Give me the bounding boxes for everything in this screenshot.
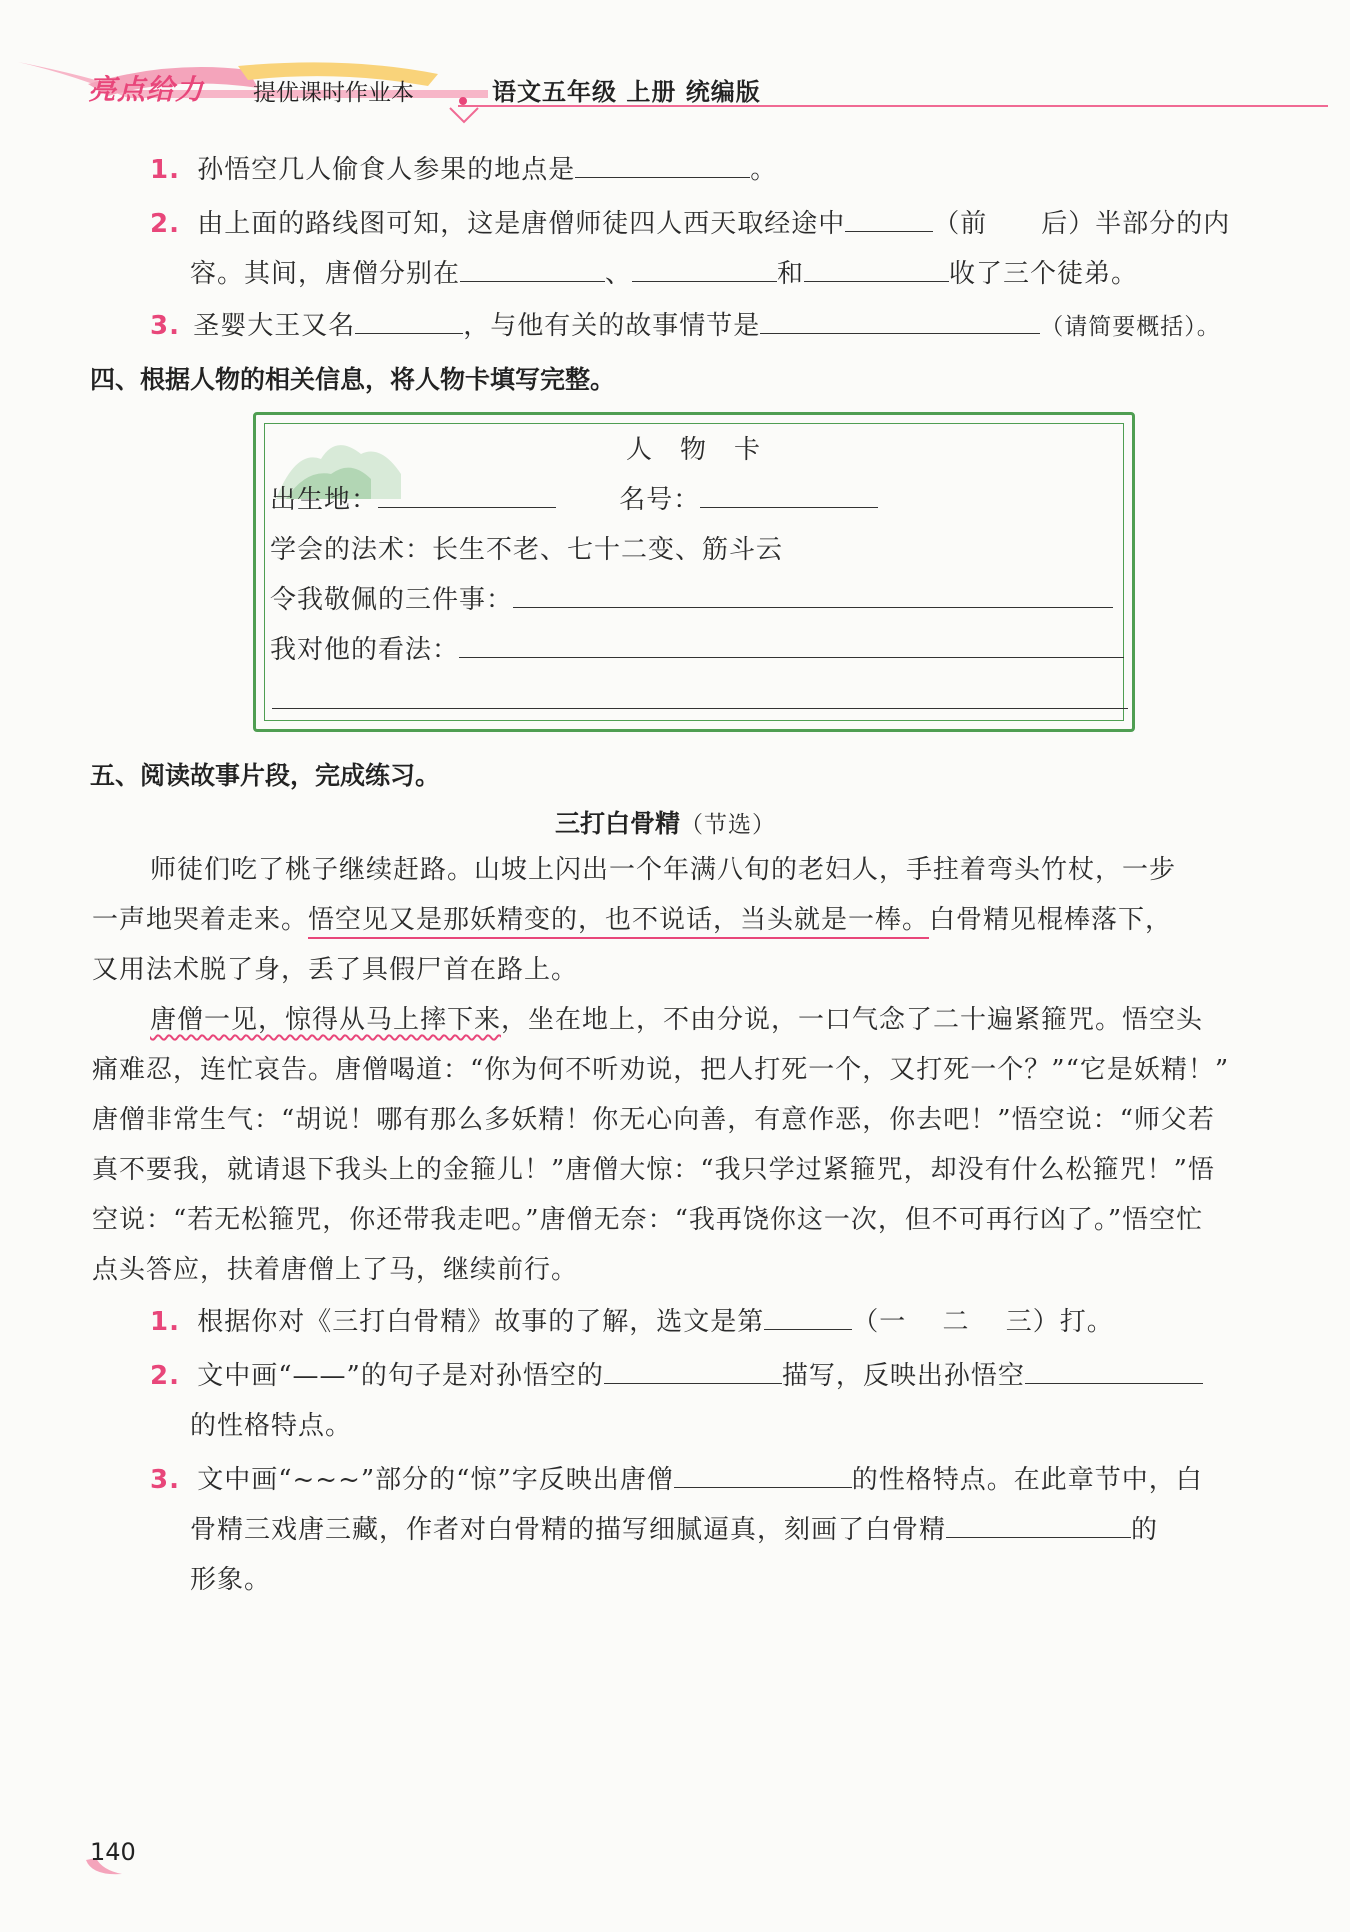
question-number: 2.	[150, 209, 180, 239]
admire-label: 令我敬佩的三件事：	[270, 585, 514, 615]
question-text: 根据你对《三打白骨精》故事的了解，选文是第	[197, 1307, 765, 1337]
answer-blank[interactable]	[632, 259, 777, 282]
story-title: 三打白骨精	[555, 809, 681, 838]
question-text: 、	[605, 259, 633, 289]
birthplace-label: 出生地：	[270, 485, 379, 515]
story-title-row	[555, 804, 776, 840]
story-line	[92, 904, 1172, 936]
card-row-birthplace	[270, 484, 878, 516]
question-text: （一 二 三）打。	[852, 1307, 1114, 1337]
answer-blank[interactable]	[1025, 1361, 1203, 1384]
card-row-opinion	[270, 634, 1124, 666]
question-text: （前 后）半部分的内	[933, 209, 1231, 239]
question-number: 3.	[150, 311, 180, 341]
underlined-sentence: 悟空见又是那妖精变的，也不说话，当头就是一棒。	[308, 905, 929, 939]
story-line: 真不要我，就请退下我头上的金箍儿！”唐僧大惊：“我只学过紧箍咒，却没有什么松箍咒！”悟	[92, 1155, 1215, 1185]
question-5-3	[150, 1464, 1203, 1496]
question-text: 描写，反映出孙悟空	[781, 1361, 1025, 1391]
answer-blank[interactable]	[674, 1465, 852, 1488]
story-text: ，坐在地上，不由分说，一口气念了二十遍紧箍咒。悟空头	[501, 1005, 1204, 1035]
question-text: 的	[1131, 1515, 1159, 1545]
story-line: 又用法术脱了身，丢了具假尸首在路上。	[92, 955, 579, 985]
wavy-underlined-phrase: 唐僧一见，惊得从马上摔下来	[150, 1005, 502, 1035]
question-3-1	[150, 154, 777, 186]
question-3-2-line1	[150, 208, 1230, 240]
question-text: 圣婴大王又名	[193, 311, 356, 341]
section-5-heading: 五、阅读故事片段，完成练习。	[90, 761, 441, 790]
opinion-blank-line2[interactable]	[272, 708, 1128, 709]
answer-blank[interactable]	[575, 155, 750, 178]
question-text: 文中画“——”的句子是对孙悟空的	[197, 1361, 604, 1391]
story-line: 痛难忍，连忙哀告。唐僧喝道：“你为何不听劝说，把人打死一个，又打死一个？”“它是妖精！”	[92, 1055, 1230, 1085]
opinion-label: 我对他的看法：	[270, 635, 460, 665]
question-number: 1.	[150, 1307, 180, 1337]
title-blank[interactable]	[700, 485, 878, 508]
question-text: 和	[777, 259, 805, 289]
story-line: 点头答应，扶着唐僧上了马，继续前行。	[92, 1255, 579, 1285]
answer-blank[interactable]	[845, 209, 933, 232]
question-5-2	[150, 1360, 1203, 1392]
question-number: 2.	[150, 1361, 180, 1391]
question-5-3-line2	[190, 1514, 1158, 1546]
story-line: 唐僧非常生气：“胡说！哪有那么多妖精！你无心向善，有意作恶，你去吧！”悟空说：“师父若	[92, 1105, 1215, 1135]
header-book-info: 语文五年级 上册 统编版	[492, 78, 761, 106]
question-5-3-line3: 形象。	[190, 1565, 272, 1595]
question-text: ，与他有关的故事情节是	[463, 311, 761, 341]
answer-blank[interactable]	[760, 311, 1040, 334]
story-line	[150, 1004, 1203, 1036]
answer-blank[interactable]	[460, 259, 605, 282]
question-text: 的性格特点。在此章节中，白	[851, 1465, 1203, 1495]
question-text: 孙悟空几人偷食人参果的地点是	[197, 155, 576, 185]
question-text: 容。其间，唐僧分别在	[190, 259, 461, 289]
question-text: （请简要概括）。	[1040, 314, 1221, 340]
card-skills: 学会的法术：长生不老、七十二变、筋斗云	[270, 535, 784, 565]
birthplace-blank[interactable]	[378, 485, 556, 508]
card-title: 人 物 卡	[626, 435, 762, 465]
story-text: 一声地哭着走来。	[92, 905, 309, 935]
story-line: 师徒们吃了桃子继续赶路。山坡上闪出一个年满八旬的老妇人，手拄着弯头竹杖，一步	[150, 855, 1177, 885]
question-5-2-line2: 的性格特点。	[190, 1411, 353, 1441]
page-number: 140	[90, 1838, 136, 1866]
card-row-admire	[270, 584, 1113, 616]
question-3-2-line2	[190, 258, 1138, 290]
question-text: 。	[750, 155, 778, 185]
question-number: 3.	[150, 1465, 180, 1495]
question-5-1	[150, 1306, 1114, 1338]
admire-blank[interactable]	[513, 585, 1113, 608]
opinion-blank[interactable]	[459, 635, 1124, 658]
story-text: 白骨精见棍棒落下，	[929, 905, 1173, 935]
answer-blank[interactable]	[604, 1361, 782, 1384]
question-number: 1.	[150, 155, 180, 185]
title-label: 名号：	[619, 485, 701, 515]
question-text: 文中画“~~~”部分的“惊”字反映出唐僧	[197, 1465, 674, 1495]
question-3-3	[150, 310, 1221, 343]
question-text: 由上面的路线图可知，这是唐僧师徒四人西天取经途中	[197, 209, 846, 239]
answer-blank[interactable]	[355, 311, 463, 334]
section-4-heading: 四、根据人物的相关信息，将人物卡填写完整。	[90, 365, 616, 394]
question-text: 收了三个徒弟。	[949, 259, 1139, 289]
header-subtitle: 提优课时作业本	[253, 80, 414, 106]
header-logo: 亮点给力	[88, 73, 205, 106]
answer-blank[interactable]	[946, 1515, 1131, 1538]
answer-blank[interactable]	[804, 259, 949, 282]
question-text: 骨精三戏唐三藏，作者对白骨精的描写细腻逼真，刻画了白骨精	[190, 1515, 947, 1545]
answer-blank[interactable]	[764, 1307, 852, 1330]
story-line: 空说：“若无松箍咒，你还带我走吧。”唐僧无奈：“我再饶你这一次，但不可再行凶了。”悟空忙	[92, 1205, 1204, 1235]
story-note: （节选）	[680, 812, 777, 838]
